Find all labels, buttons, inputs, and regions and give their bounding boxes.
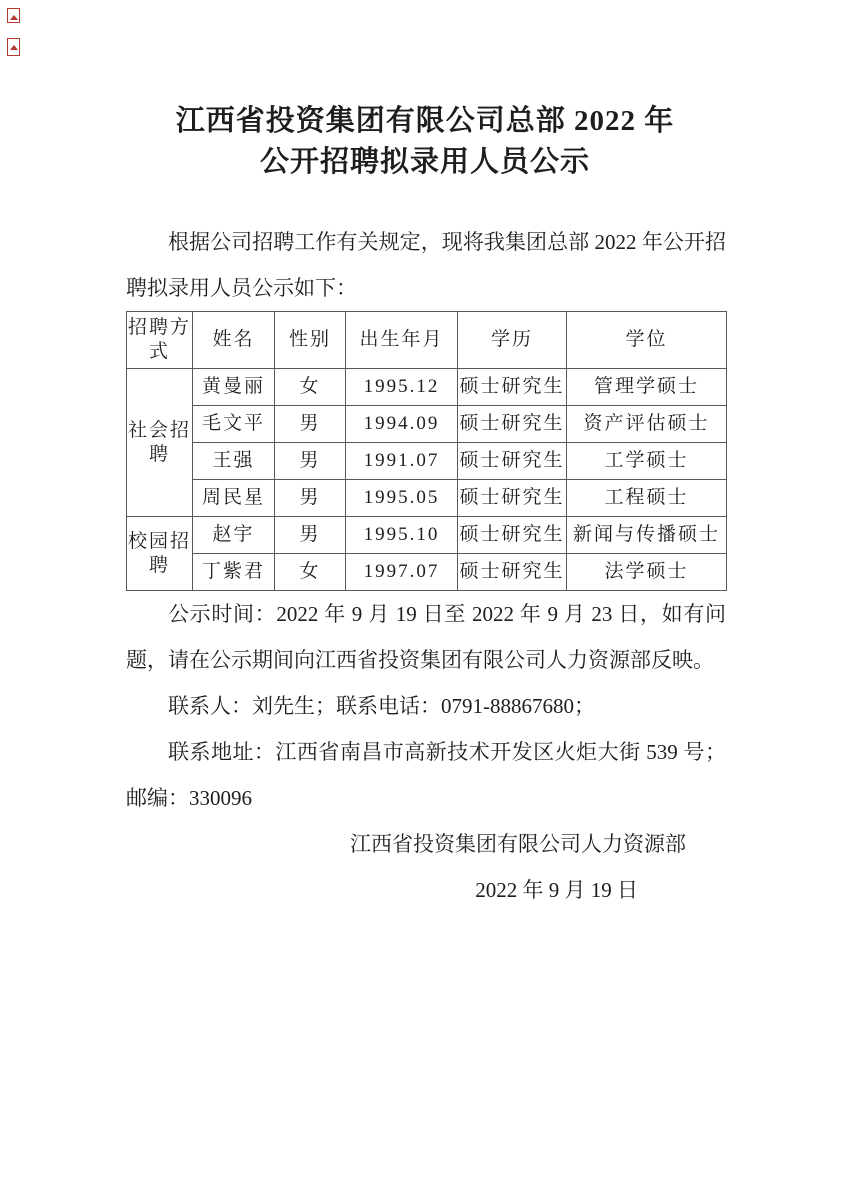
gender-cell: 女 <box>275 554 346 591</box>
gender-cell: 男 <box>275 480 346 517</box>
table-row <box>127 517 727 554</box>
col-header-birth: 出生年月 <box>346 312 458 369</box>
col-header-education: 学历 <box>458 312 567 369</box>
gender-cell: 男 <box>275 443 346 480</box>
table-header-row <box>127 312 727 369</box>
recruit-method-cell: 校园招聘 <box>127 517 193 591</box>
document-body <box>0 219 850 913</box>
col-header-name: 姓名 <box>193 312 275 369</box>
name-cell: 黄曼丽 <box>193 369 275 406</box>
contact-address-line: 联系地址：江西省南昌市高新技术开发区火炬大街 539 号；邮编：330096 <box>126 740 726 810</box>
page-title-line2: 公开招聘拟录用人员公示 <box>259 146 590 178</box>
table-row <box>127 406 727 443</box>
degree-cell: 管理学硕士 <box>567 369 727 406</box>
name-cell: 丁紫君 <box>193 554 275 591</box>
name-cell: 周民星 <box>193 480 275 517</box>
education-cell: 硕士研究生 <box>458 554 567 591</box>
col-header-recruit-method: 招聘方式 <box>127 312 193 369</box>
birth-cell: 1997.07 <box>346 554 458 591</box>
name-cell: 王强 <box>193 443 275 480</box>
page-title <box>0 0 850 183</box>
degree-cell: 新闻与传播硕士 <box>567 517 727 554</box>
table-row <box>127 443 727 480</box>
candidates-table <box>126 311 727 591</box>
recruit-method-cell: 社会招聘 <box>127 369 193 517</box>
name-cell: 赵宇 <box>193 517 275 554</box>
table-row <box>127 480 727 517</box>
gender-cell: 男 <box>275 406 346 443</box>
signature-date: 2022 年 9 月 19 日 <box>475 878 638 902</box>
education-cell: 硕士研究生 <box>458 369 567 406</box>
birth-cell: 1995.10 <box>346 517 458 554</box>
signature-block <box>126 821 726 913</box>
birth-cell: 1995.05 <box>346 480 458 517</box>
gender-cell: 女 <box>275 369 346 406</box>
contact-person-line: 联系人：刘先生；联系电话：0791-88867680； <box>168 694 595 718</box>
gender-cell: 男 <box>275 517 346 554</box>
education-cell: 硕士研究生 <box>458 443 567 480</box>
degree-cell: 工学硕士 <box>567 443 727 480</box>
broken-image-icon <box>7 38 20 56</box>
table-row <box>127 369 727 406</box>
birth-cell: 1994.09 <box>346 406 458 443</box>
education-cell: 硕士研究生 <box>458 480 567 517</box>
page-title-line1: 江西省投资集团有限公司总部 2022 年 <box>175 105 675 137</box>
degree-cell: 工程硕士 <box>567 480 727 517</box>
degree-cell: 法学硕士 <box>567 554 727 591</box>
education-cell: 硕士研究生 <box>458 517 567 554</box>
notice-paragraph: 公示时间：2022 年 9 月 19 日至 2022 年 9 月 23 日，如有问题，请在公示期间向江西省投资集团有限公司人力资源部反映。 <box>126 602 726 672</box>
col-header-gender: 性别 <box>275 312 346 369</box>
birth-cell: 1995.12 <box>346 369 458 406</box>
birth-cell: 1991.07 <box>346 443 458 480</box>
col-header-degree: 学位 <box>567 312 727 369</box>
name-cell: 毛文平 <box>193 406 275 443</box>
table-row <box>127 554 727 591</box>
intro-paragraph: 根据公司招聘工作有关规定，现将我集团总部 2022 年公开招聘拟录用人员公示如下： <box>126 230 726 300</box>
broken-image-icon <box>7 8 20 23</box>
signature-organization: 江西省投资集团有限公司人力资源部 <box>350 832 686 856</box>
degree-cell: 资产评估硕士 <box>567 406 727 443</box>
education-cell: 硕士研究生 <box>458 406 567 443</box>
